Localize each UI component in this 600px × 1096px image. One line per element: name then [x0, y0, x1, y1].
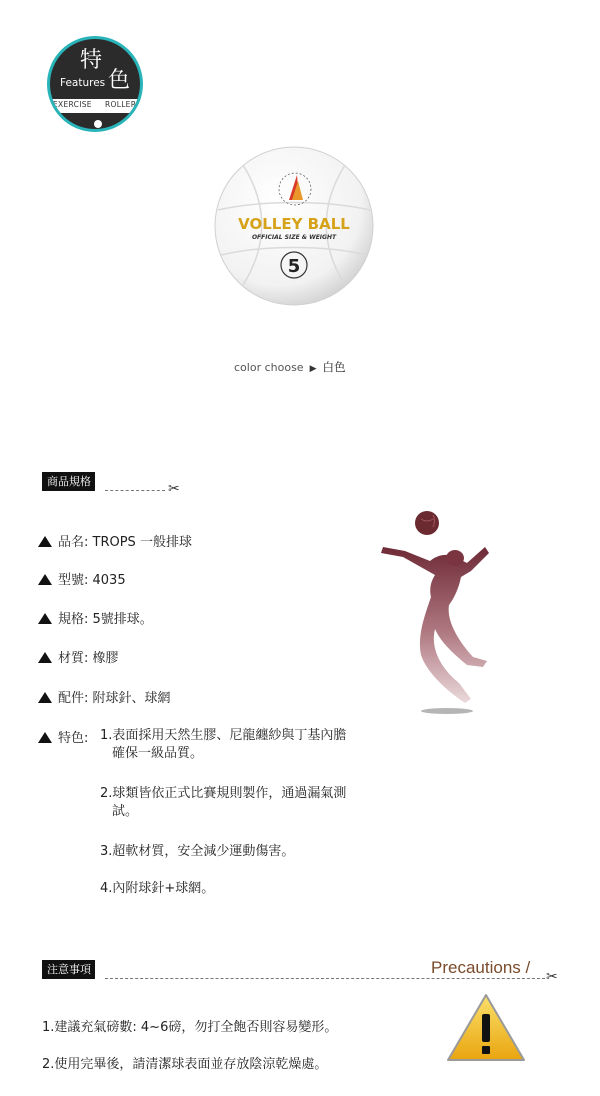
- ball-official-text: OFFICIAL SIZE & WEIGHT: [251, 234, 337, 241]
- feature-item: 3.超軟材質，安全減少運動傷害。: [100, 844, 295, 859]
- spec-item: 品名: TROPS 一般排球: [38, 531, 192, 550]
- badge-title-char-1: 特: [80, 48, 103, 73]
- warning-icon: [445, 992, 527, 1064]
- volleyball-player-illustration: [375, 505, 515, 720]
- precaution-item: 2.使用完畢後，請清潔球表面並存放陰涼乾燥處。: [42, 1057, 328, 1072]
- precautions-title: Precautions /: [431, 958, 531, 977]
- badge-band-left: EXERCISE: [53, 100, 92, 109]
- spec-item: 材質: 橡膠: [38, 647, 119, 666]
- precautions-section-tag: 注意事項: [42, 960, 95, 979]
- color-choose-value[interactable]: 白色: [322, 360, 346, 374]
- triangle-icon: [38, 613, 52, 624]
- spec-item: 規格: 5號排球。: [38, 608, 153, 627]
- features-badge: [47, 36, 143, 132]
- specs-section-tag: 商品規格: [42, 472, 95, 491]
- spec-item: 配件: 附球針、球網: [38, 687, 171, 706]
- precautions-dashed-line: [105, 978, 545, 979]
- ball-brand-text: VOLLEY BALL: [238, 215, 350, 233]
- volleyball-image: [213, 145, 375, 307]
- badge-title-char-2: 色: [108, 68, 131, 93]
- badge-features-label: Features: [60, 77, 106, 89]
- badge-band-right: ROLLER: [105, 100, 137, 109]
- player-ball-icon: [415, 511, 439, 535]
- spec-item: 型號: 4035: [38, 569, 126, 588]
- specs-dashed-line: [105, 490, 165, 491]
- feature-item: 4.內附球針+球網。: [100, 881, 215, 896]
- play-arrow-icon: ▶: [309, 364, 317, 374]
- triangle-icon: [38, 692, 52, 703]
- badge-dot: [94, 120, 102, 128]
- feature-item: 1.表面採用天然生膠、尼龍纏紗與丁基內膽 確保一級品質。: [100, 728, 347, 761]
- scissors-icon: ✂: [546, 969, 558, 985]
- ball-size-number: 5: [287, 256, 301, 277]
- feature-heading: 特色:: [38, 727, 88, 746]
- color-choose-label: color choose: [234, 361, 304, 374]
- triangle-icon: [38, 574, 52, 585]
- triangle-icon: [38, 536, 52, 547]
- triangle-icon: [38, 732, 52, 743]
- color-choose-line: [234, 359, 345, 375]
- triangle-icon: [38, 652, 52, 663]
- feature-item: 2.球類皆依正式比賽規則製作，通過漏氣測 試。: [100, 786, 347, 819]
- precaution-item: 1.建議充氣磅數: 4~6磅，勿打全飽否則容易變形。: [42, 1020, 338, 1035]
- badge-band: [50, 99, 140, 113]
- scissors-icon: ✂: [168, 481, 180, 497]
